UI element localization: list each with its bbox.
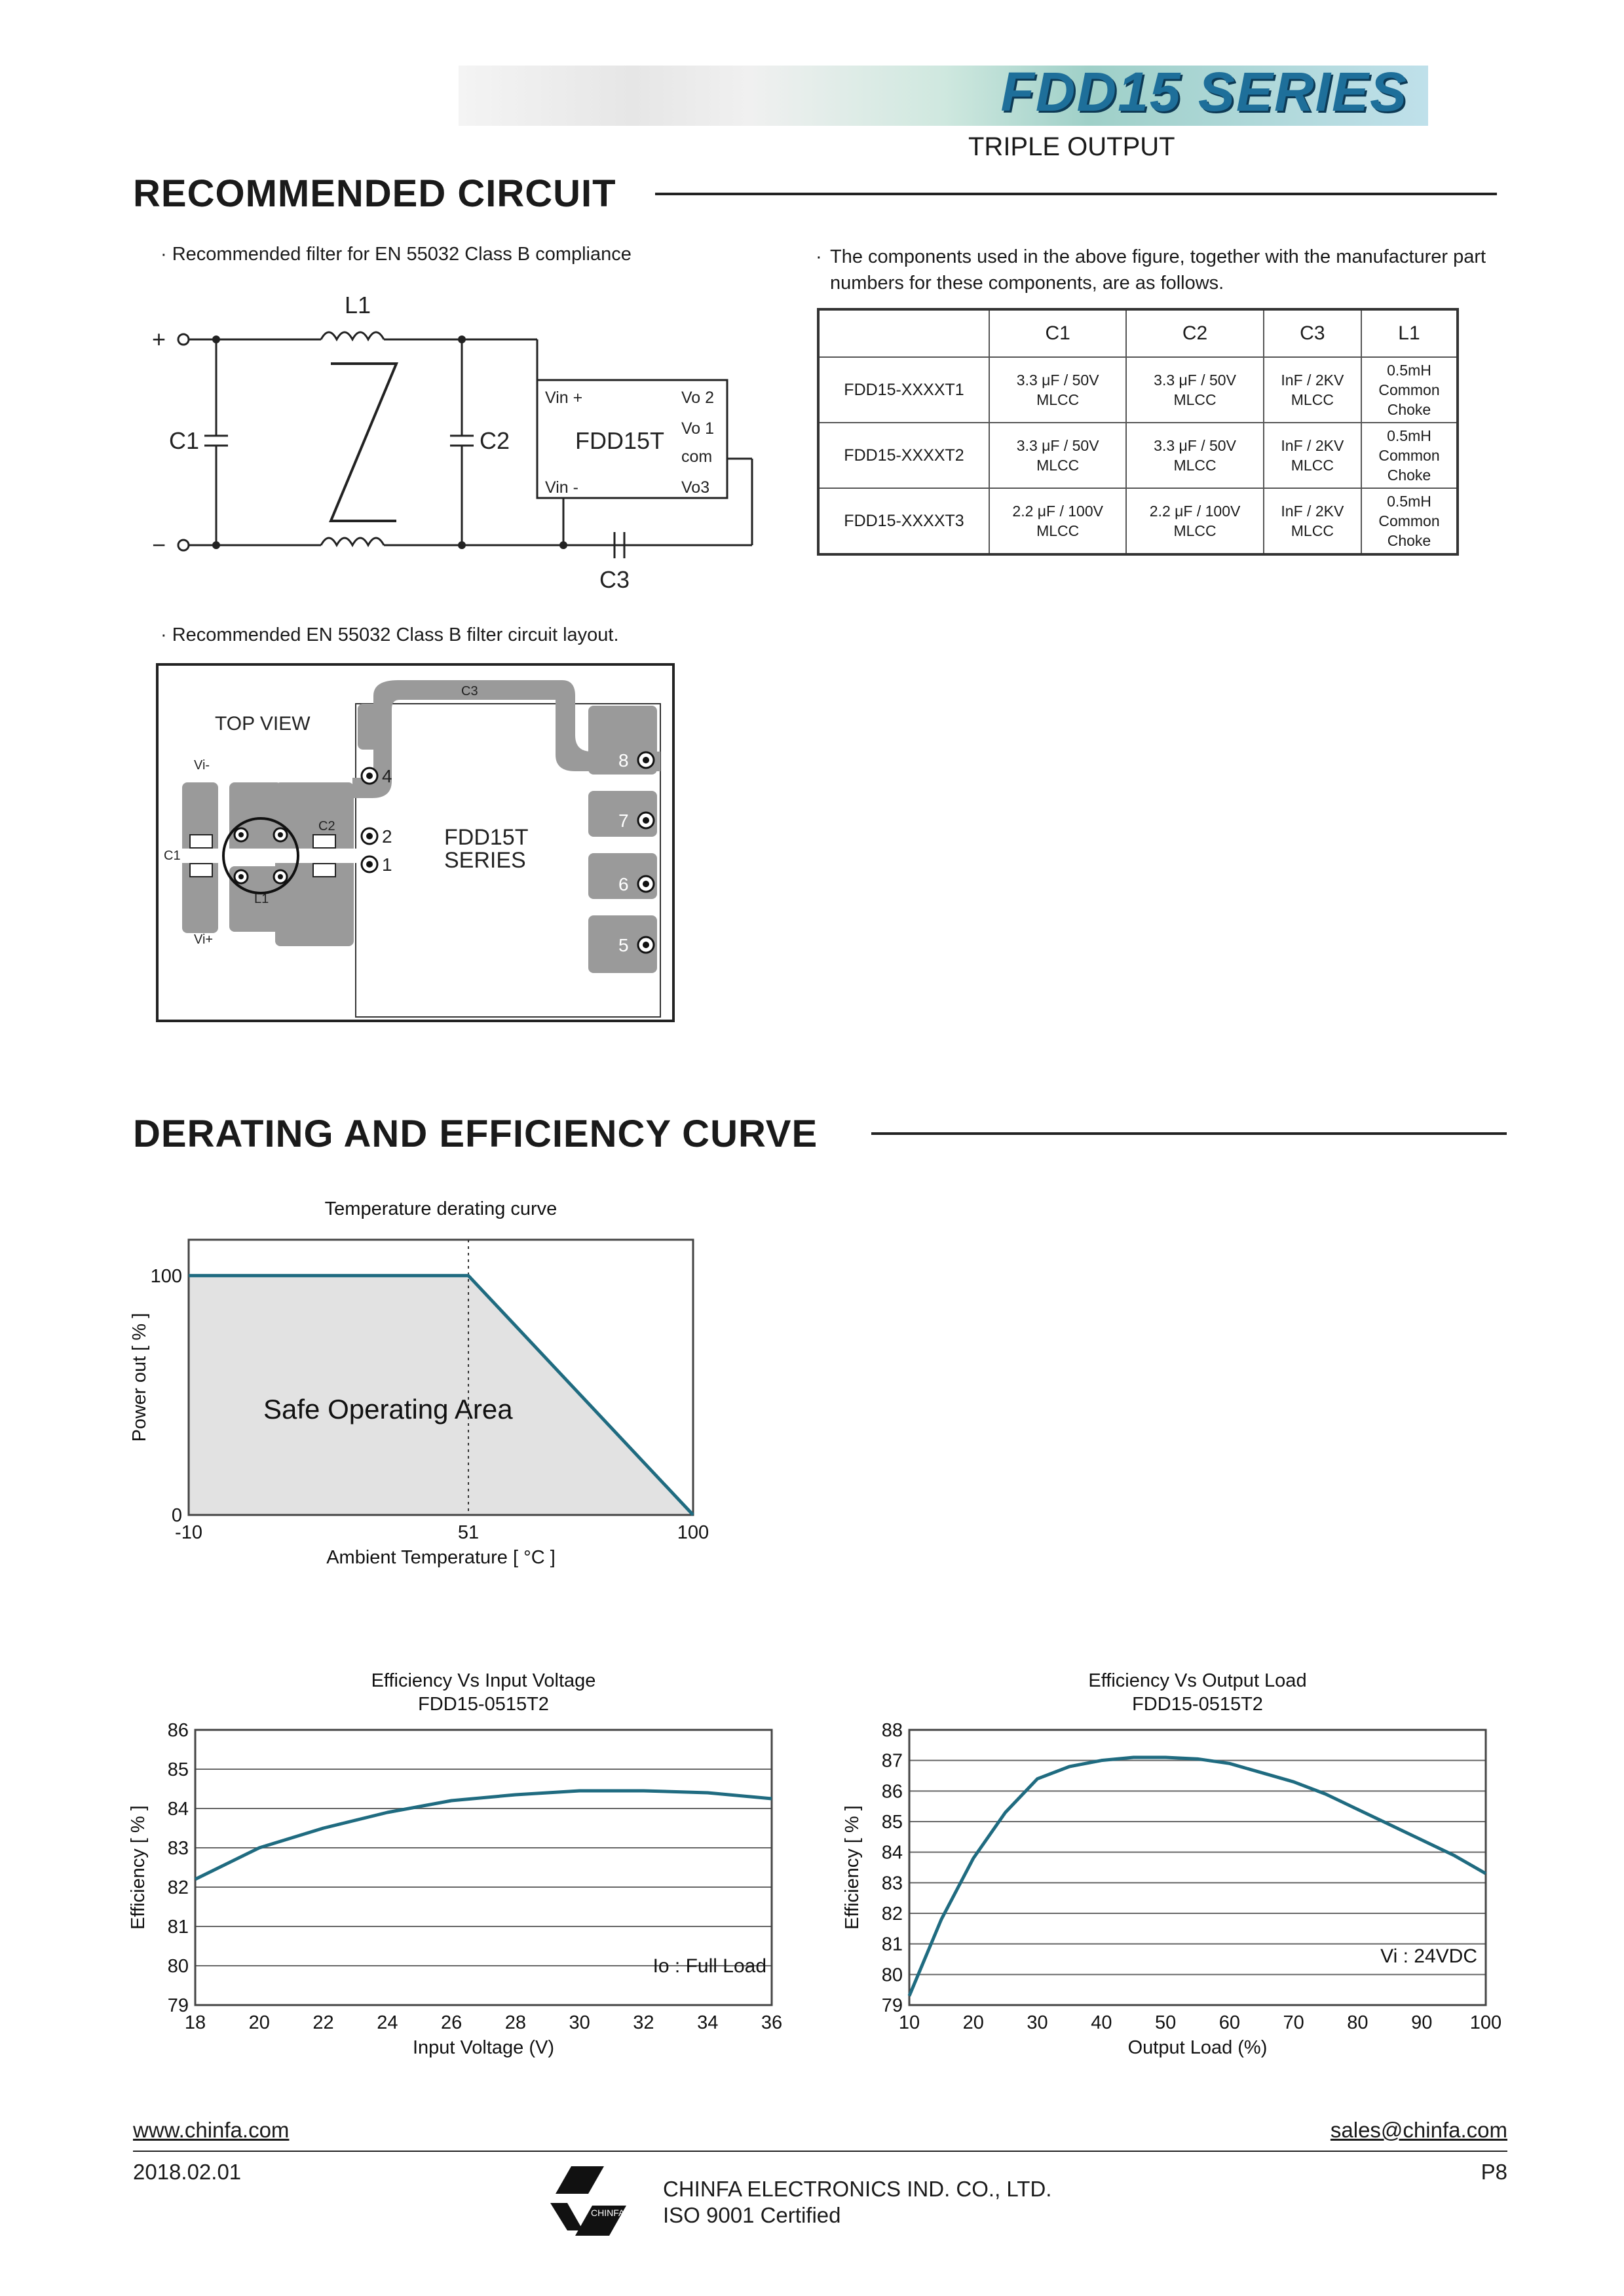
x-tick-label: 22 xyxy=(312,2012,334,2033)
x-tick-label: 24 xyxy=(377,2012,398,2033)
y-tick-label: 83 xyxy=(167,1838,189,1859)
chart-subtitle: FDD15-0515T2 xyxy=(1132,1694,1263,1715)
schematic-c3: C3 xyxy=(599,566,630,593)
schematic-c2: C2 xyxy=(480,427,510,454)
label-c2: C2 xyxy=(318,819,335,833)
y-tick-label: 85 xyxy=(881,1812,903,1833)
pin-vo1: Vo 1 xyxy=(681,419,715,438)
plus-terminal xyxy=(178,334,189,345)
chart-title: Efficiency Vs Output Load xyxy=(1088,1670,1307,1691)
y-tick-label: 84 xyxy=(167,1799,189,1820)
pin-vo2: Vo 2 xyxy=(681,389,715,407)
label-module-line1: FDD15T xyxy=(444,825,529,850)
label-c3: C3 xyxy=(461,684,478,698)
x-axis-label: Input Voltage (V) xyxy=(412,2037,555,2058)
y-tick-label: 81 xyxy=(881,1934,903,1955)
pin-label: 1 xyxy=(382,854,392,875)
table-cell-model: FDD15-XXXXT2 xyxy=(818,423,989,488)
section-rule xyxy=(655,193,1497,195)
x-tick-label: 18 xyxy=(184,2012,206,2033)
series-title: FDD15 SERIES xyxy=(1000,61,1408,123)
table-cell: 2.2 μF / 100V MLCC xyxy=(1126,488,1263,554)
y-tick-label: 82 xyxy=(881,1904,903,1924)
table-cell: InF / 2KV MLCC xyxy=(1264,423,1361,488)
y-tick-label: 86 xyxy=(881,1781,903,1803)
pin-label: 8 xyxy=(618,750,629,771)
table-cell: 3.3 μF / 50V MLCC xyxy=(989,357,1126,423)
pin-vin-minus: Vin - xyxy=(545,478,578,497)
y-tick-label: 79 xyxy=(167,1995,189,2016)
x-tick-label: 100 xyxy=(677,1522,709,1543)
table-cell-model: FDD15-XXXXT1 xyxy=(818,357,989,423)
footer-rule xyxy=(133,2151,1507,2152)
x-tick-label: 20 xyxy=(962,2012,984,2033)
y-tick-label: 85 xyxy=(167,1759,189,1780)
label-c1: C1 xyxy=(164,849,181,863)
bullet: · xyxy=(161,244,172,265)
x-tick-label: 51 xyxy=(457,1522,480,1543)
y-tick-label: 80 xyxy=(167,1956,189,1977)
chart-annotation: Io : Full Load xyxy=(652,1955,766,1977)
l1-top-coil xyxy=(321,332,384,339)
chart-annotation: Vi : 24VDC xyxy=(1380,1945,1477,1967)
y-axis-label: Power out [ % ] xyxy=(129,1312,150,1442)
efficiency-load-chart xyxy=(832,1664,1507,2084)
x-tick-label: 100 xyxy=(1469,2012,1502,2033)
y-tick-label: 79 xyxy=(881,1995,903,2016)
series-subtitle: TRIPLE OUTPUT xyxy=(968,132,1175,161)
label-module-line2: SERIES xyxy=(444,848,526,873)
table-row xyxy=(818,488,1458,554)
table-cell: 3.3 μF / 50V MLCC xyxy=(1126,423,1263,488)
chart-subtitle: FDD15-0515T2 xyxy=(418,1694,549,1715)
y-tick-label: 80 xyxy=(881,1964,903,1986)
x-tick-label: 30 xyxy=(569,2012,590,2033)
x-tick-label: 30 xyxy=(1027,2012,1048,2033)
pin-label: 5 xyxy=(618,935,629,955)
x-tick-label: 26 xyxy=(440,2012,463,2033)
schematic-minus: − xyxy=(152,531,166,558)
x-tick-label: 10 xyxy=(898,2012,920,2033)
footer-date: 2018.02.01 xyxy=(133,2160,242,2184)
logo-text: CHINFA xyxy=(591,2208,625,2218)
y-tick-label: 83 xyxy=(881,1873,903,1894)
x-tick-label: 50 xyxy=(1154,2012,1177,2033)
table-row xyxy=(818,357,1458,423)
y-tick-label: 87 xyxy=(881,1750,903,1772)
x-tick-label: 80 xyxy=(1347,2012,1369,2033)
footer-website[interactable]: www.chinfa.com xyxy=(133,2118,290,2142)
y-tick-label: 81 xyxy=(167,1917,189,1938)
table-cell: InF / 2KV MLCC xyxy=(1264,357,1361,423)
label-vi-minus: Vi- xyxy=(194,758,210,773)
x-tick-label: 20 xyxy=(248,2012,270,2033)
table-header-cell: C2 xyxy=(1126,309,1263,357)
pin-label: 6 xyxy=(618,874,629,894)
pin-label: 7 xyxy=(618,811,629,831)
table-cell: 0.5mH Common Choke xyxy=(1361,488,1458,554)
x-axis-label: Output Load (%) xyxy=(1127,2037,1268,2058)
y-axis-label: Efficiency [ % ] xyxy=(842,1805,863,1930)
table-header-cell: L1 xyxy=(1361,309,1458,357)
table-cell: 3.3 μF / 50V MLCC xyxy=(1126,357,1263,423)
y-tick-label: 86 xyxy=(167,1720,189,1741)
y-tick-label: 88 xyxy=(881,1720,903,1741)
y-tick-label: 84 xyxy=(881,1842,903,1864)
l1-bottom-coil xyxy=(321,538,384,545)
pcb-layout-diagram xyxy=(156,663,675,1022)
chart-title: Temperature derating curve xyxy=(324,1198,557,1219)
minus-terminal xyxy=(178,540,189,550)
chart-title: Efficiency Vs Input Voltage xyxy=(371,1670,596,1691)
derating-chart xyxy=(118,1193,747,1592)
x-tick-label: 28 xyxy=(504,2012,527,2033)
table-header-row xyxy=(818,309,1458,357)
table-cell: InF / 2KV MLCC xyxy=(1264,488,1361,554)
table-cell: 3.3 μF / 50V MLCC xyxy=(989,423,1126,488)
x-axis-label: Ambient Temperature [ °C ] xyxy=(326,1547,556,1568)
series-line xyxy=(195,1791,772,1879)
note-components: · The components used in the above figure, together with the manufacturer part numbers for these components, are as follows. xyxy=(816,244,1503,296)
note-filter: · Recommended filter for EN 55032 Class B compliance xyxy=(161,244,632,265)
table-cell: 0.5mH Common Choke xyxy=(1361,423,1458,488)
chart-annotation: Safe Operating Area xyxy=(263,1394,513,1425)
schematic-l1: L1 xyxy=(345,292,371,318)
y-tick-label: 82 xyxy=(167,1877,189,1898)
pin-vin-plus: Vin + xyxy=(545,389,583,407)
efficiency-input-chart xyxy=(118,1664,812,2084)
pin-com: com xyxy=(681,448,713,466)
pin-label: 2 xyxy=(382,826,392,847)
table-header-cell: C1 xyxy=(989,309,1126,357)
filter-schematic xyxy=(144,288,780,596)
table-cell: 2.2 μF / 100V MLCC xyxy=(989,488,1126,554)
y-tick-label: 100 xyxy=(150,1265,182,1287)
section-title-recommended-circuit: RECOMMENDED CIRCUIT xyxy=(133,172,616,215)
x-tick-label: 60 xyxy=(1218,2012,1241,2033)
table-header-cell: C3 xyxy=(1264,309,1361,357)
x-tick-label: 90 xyxy=(1411,2012,1433,2033)
section-rule xyxy=(871,1132,1507,1135)
components-table xyxy=(817,308,1459,556)
table-header-cell xyxy=(818,309,989,357)
x-tick-label: 36 xyxy=(761,2012,783,2033)
label-l1: L1 xyxy=(254,892,269,906)
x-tick-label: 34 xyxy=(697,2012,719,2033)
note-layout: · Recommended EN 55032 Class B filter circuit layout. xyxy=(161,624,619,645)
table-cell-model: FDD15-XXXXT3 xyxy=(818,488,989,554)
bullet: · xyxy=(816,246,822,267)
footer-page: P8 xyxy=(1481,2160,1507,2184)
schematic-c1: C1 xyxy=(169,427,200,454)
x-tick-label: 32 xyxy=(633,2012,654,2033)
x-tick-label: -10 xyxy=(175,1522,202,1543)
label-top-view: TOP VIEW xyxy=(215,713,311,735)
section-title-derating: DERATING AND EFFICIENCY CURVE xyxy=(133,1113,818,1155)
schematic-plus: + xyxy=(152,326,166,353)
chinfa-logo xyxy=(545,2162,630,2248)
y-tick-label: 0 xyxy=(171,1505,182,1526)
footer-company: CHINFA ELECTRONICS IND. CO., LTD. xyxy=(663,2177,1052,2201)
footer-certification: ISO 9001 Certified xyxy=(663,2203,841,2227)
schematic-module: FDD15T xyxy=(575,427,665,454)
table-row xyxy=(818,423,1458,488)
x-tick-label: 70 xyxy=(1283,2012,1304,2033)
pin-label: 4 xyxy=(382,766,392,786)
footer-email[interactable]: sales@chinfa.com xyxy=(1330,2118,1507,2142)
pin-vo3: Vo3 xyxy=(681,478,710,497)
x-tick-label: 40 xyxy=(1091,2012,1112,2033)
y-axis-label: Efficiency [ % ] xyxy=(128,1805,149,1930)
table-cell: 0.5mH Common Choke xyxy=(1361,357,1458,423)
label-vi-plus: Vi+ xyxy=(194,932,214,947)
bullet: · xyxy=(161,624,172,645)
